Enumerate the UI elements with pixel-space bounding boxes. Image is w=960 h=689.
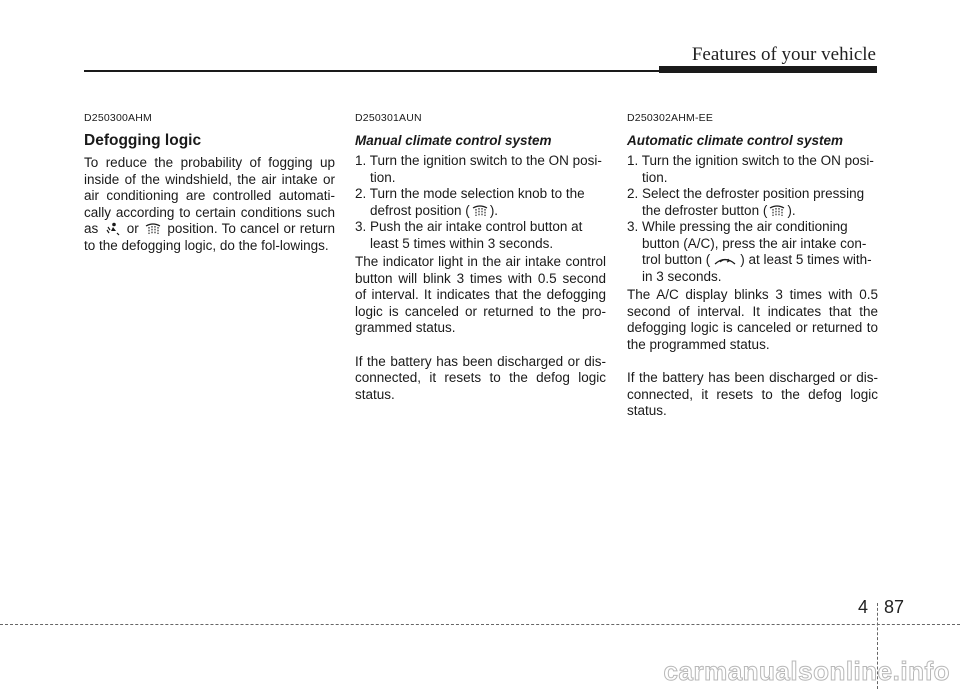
header-rule bbox=[84, 70, 659, 72]
column-defogging-logic bbox=[84, 110, 335, 254]
air-intake-icon bbox=[712, 253, 738, 267]
section-heading: Defogging logic bbox=[84, 131, 202, 149]
windshield-defrost-icon bbox=[472, 204, 488, 218]
page-number: 87 bbox=[884, 597, 905, 617]
step-text-end: ) at least 5 times with-in 3 seconds. bbox=[642, 252, 872, 284]
step-text: 2. Select the defroster position pressing the defroster button ( bbox=[627, 186, 865, 218]
paragraph-text-end: position. To cancel or return to the defogging logic, do the fol-lowings. bbox=[84, 221, 335, 253]
header-tab-bar bbox=[659, 66, 877, 73]
step-item bbox=[627, 219, 878, 285]
chapter-number: 4 bbox=[858, 597, 869, 617]
footer-dashed-rule bbox=[0, 624, 960, 625]
step-item: 1. Turn the ignition switch to the ON posi-tion. bbox=[355, 153, 602, 185]
step-item: 1. Turn the ignition switch to the ON posi-tion. bbox=[627, 153, 874, 185]
section-heading: Manual climate control system bbox=[355, 132, 552, 148]
step-text-end: ). bbox=[489, 202, 499, 218]
step-text-end: ). bbox=[787, 202, 796, 218]
section-code: D250302AHM-EE bbox=[627, 112, 714, 124]
battery-paragraph: If the battery has been discharged or dis-connected, it resets to the defog logic status. bbox=[355, 353, 606, 402]
indicator-paragraph: The indicator light in the air intake control button will blink 3 times with 0.5 second of interval. It indicates that the defogging logic is canceled or returned to the pro-grammed status. bbox=[355, 254, 606, 335]
column-automatic-climate bbox=[627, 110, 878, 420]
floor-defrost-icon bbox=[105, 222, 121, 236]
site-watermark: carmanualsonline.info bbox=[663, 656, 950, 686]
step-text: 3. While pressing the air conditioning button (A/C), press the air intake con-trol button ( bbox=[627, 219, 867, 267]
paragraph-text: To reduce the probability of fogging up inside of the windshield, the air intake or air conditioning are controlled automati-cally according to certain conditions such as bbox=[84, 155, 335, 236]
step-text: 2. Turn the mode selection knob to the defrost position ( bbox=[355, 186, 585, 218]
windshield-defrost-icon bbox=[769, 204, 785, 218]
step-list bbox=[627, 153, 878, 285]
page-header-title: Features of your vehicle bbox=[691, 44, 876, 65]
paragraph-or: or bbox=[126, 221, 139, 236]
defogging-paragraph bbox=[84, 155, 335, 254]
battery-paragraph: If the battery has been discharged or dis-connected, it resets to the defog logic status. bbox=[627, 370, 878, 418]
section-code: D250300AHM bbox=[84, 112, 152, 124]
section-code: D250301AUN bbox=[355, 112, 422, 124]
step-list bbox=[355, 153, 606, 252]
section-heading: Automatic climate control system bbox=[627, 132, 844, 148]
step-item bbox=[355, 186, 606, 219]
step-item: 3. Push the air intake control button at least 5 times within 3 seconds. bbox=[355, 219, 583, 251]
step-item bbox=[627, 186, 878, 219]
ac-display-paragraph: The A/C display blinks 3 times with 0.5 second of interval. It indicates that the defogging logic is canceled or returned to the programmed status. bbox=[627, 287, 878, 352]
windshield-defrost-icon bbox=[145, 222, 161, 236]
column-manual-climate bbox=[355, 110, 606, 403]
